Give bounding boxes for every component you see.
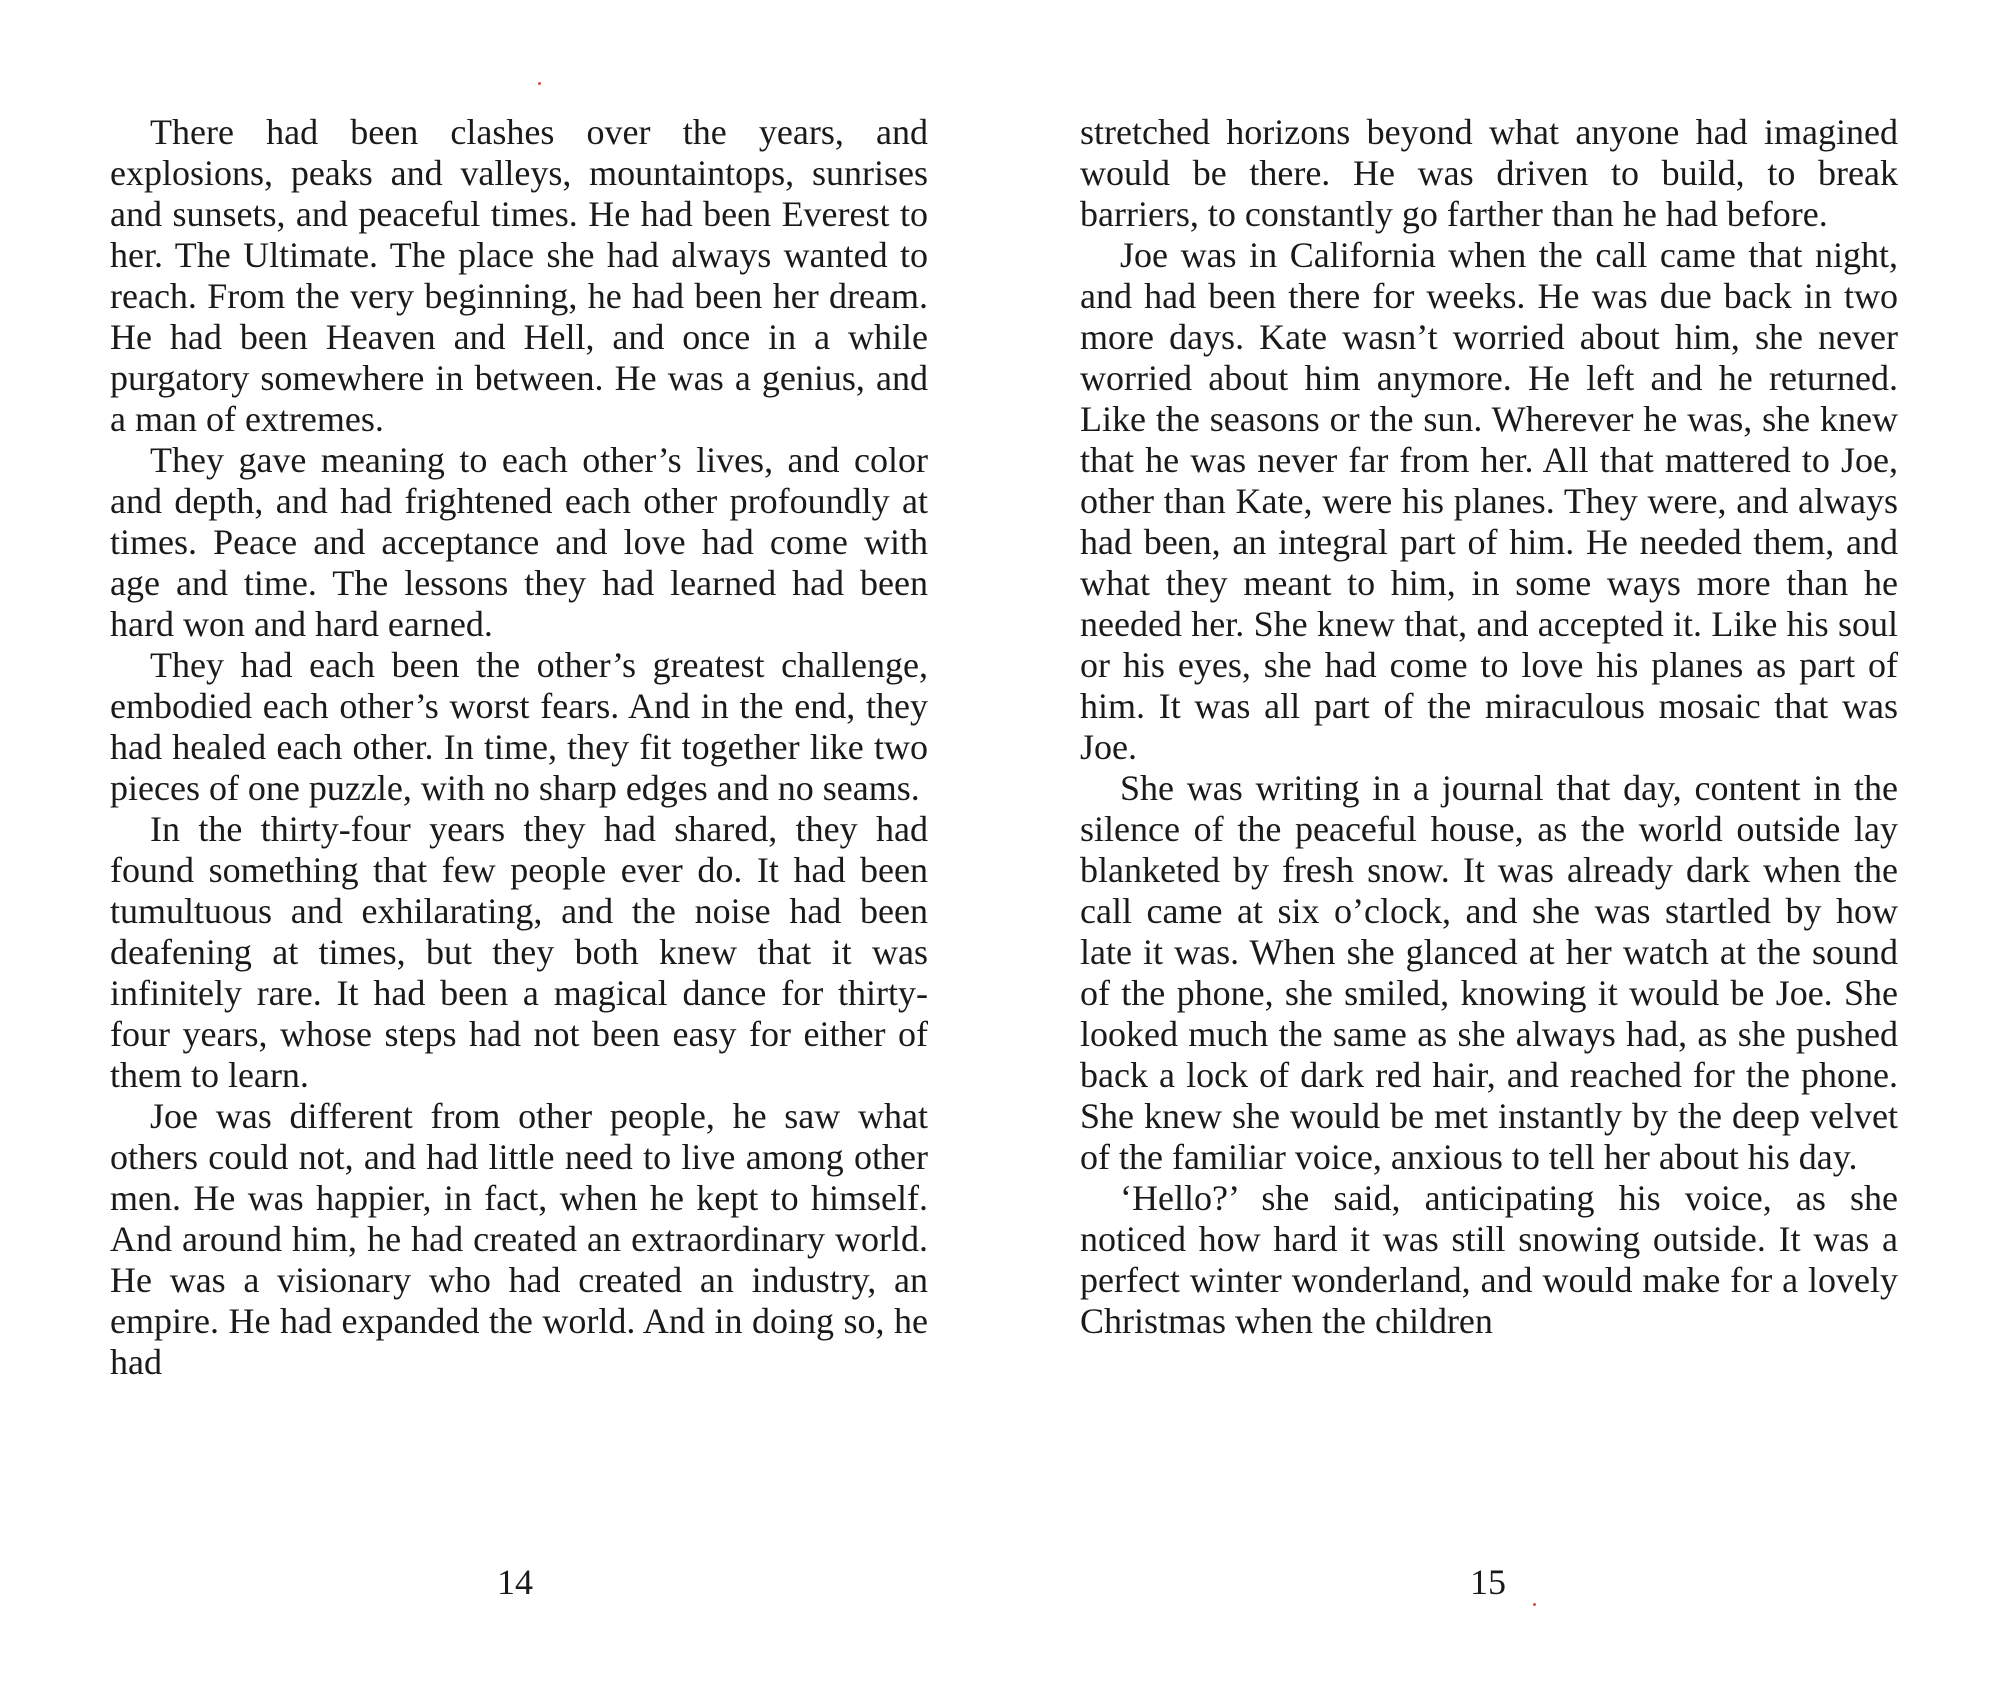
left-page [110, 112, 928, 1383]
right-page [1080, 112, 1898, 1342]
ink-speck [538, 82, 541, 85]
paragraph: There had been clashes over the years, and explosions, peaks and valleys, mountaintops, sunrises and sunsets, and peaceful times. He had been Everest to her. The Ultimate. The place she had always wanted to reach. From the very beginning, he had been her dream. He had been Heaven and Hell, and once in a while purgatory somewhere in between. He was a genius, and a man of extremes. [110, 112, 928, 439]
paragraph-continued: stretched horizons beyond what anyone had imagined would be there. He was driven to build, to break barriers, to constantly go farther than he had before. [1080, 112, 1898, 234]
paragraph: They gave meaning to each other’s lives, and color and depth, and had frightened each other profoundly at times. Peace and acceptance and love had come with age and time. The lessons they had learned had been hard won and hard earned. [110, 440, 928, 644]
paragraph: They had each been the other’s greatest challenge, embodied each other’s worst fears. And in the end, they had healed each other. In time, they fit together like two pieces of one puzzle, with no sharp edges and no seams. [110, 645, 928, 808]
page-number: 14 [497, 1562, 533, 1602]
paragraph: Joe was in California when the call came that night, and had been there for weeks. He was due back in two more days. Kate wasn’t worried about him, she never worried about him anymore. He left and he returned. Like the seasons or the sun. Wherever he was, she knew that he was never far from her. All that mattered to Joe, other than Kate, were his planes. They were, and always had been, an integral part of him. He needed them, and what they meant to him, in some ways more than he needed her. She knew that, and accepted it. Like his soul or his eyes, she had come to love his planes as part of him. It was all part of the miraculous mosaic that was Joe. [1080, 235, 1898, 767]
paragraph: Joe was different from other people, he saw what others could not, and had little need to live among other men. He was happier, in fact, when he kept to himself. And around him, he had created an extraordinary world. He was a visionary who had created an industry, an empire. He had expanded the world. And in doing so, he had [110, 1096, 928, 1382]
paragraph: In the thirty-four years they had shared, they had found something that few people ever do. It had been tumultuous and exhilarating, and the noise had been deafening at times, but they both knew that it was infinitely rare. It had been a magical dance for thirty-four years, whose steps had not been easy for either of them to learn. [110, 809, 928, 1095]
ink-speck [1533, 1603, 1536, 1606]
paragraph: She was writing in a journal that day, content in the silence of the peaceful house, as the world outside lay blanketed by fresh snow. It was already dark when the call came at six o’clock, and she was startled by how late it was. When she glanced at her watch at the sound of the phone, she smiled, knowing it would be Joe. She looked much the same as she always had, as she pushed back a lock of dark red hair, and reached for the phone. She knew she would be met instantly by the deep velvet of the familiar voice, anxious to tell her about his day. [1080, 768, 1898, 1177]
paragraph: ‘Hello?’ she said, anticipating his voice, as she noticed how hard it was still snowing outside. It was a perfect winter wonderland, and would make for a lovely Christmas when the children [1080, 1178, 1898, 1341]
page-number: 15 [1470, 1562, 1506, 1602]
